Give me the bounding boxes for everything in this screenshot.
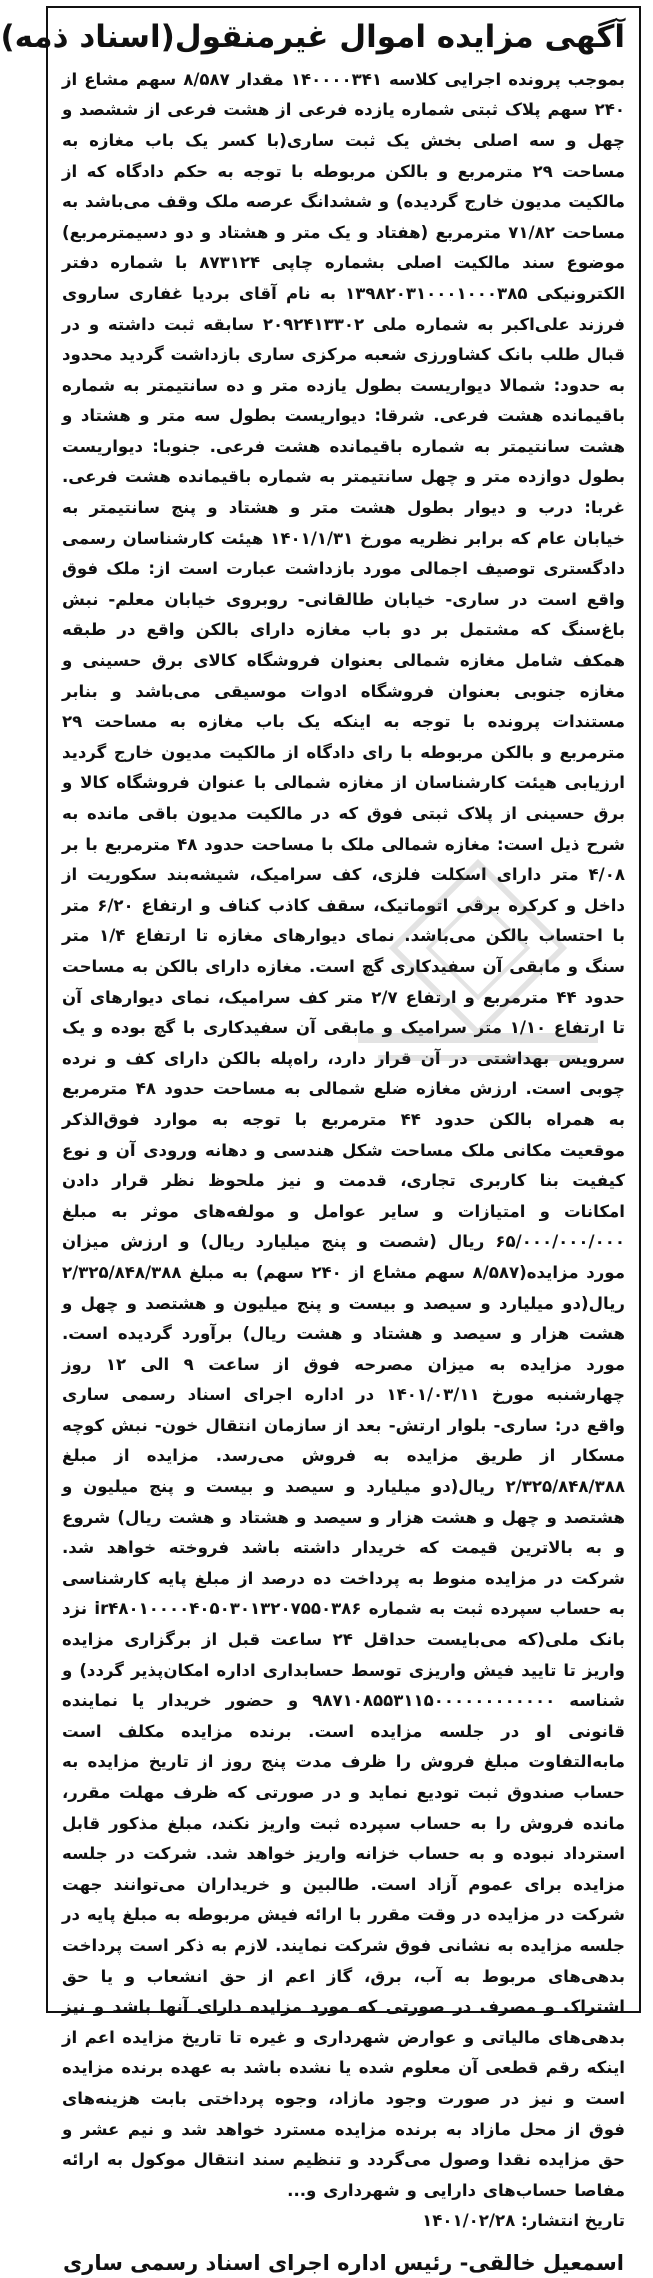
auction-notice <box>0 6 641 2276</box>
signature-line: اسمعیل خالقی- رئیس اداره اجرای اسناد رسمی ساری <box>62 2251 624 2276</box>
notice-body: بموجب پرونده اجرایی کلاسه ۱۴۰۰۰۰۳۴۱ مقدار ۸/۵۸۷ سهم مشاع از ۲۴۰ سهم پلاک ثبتی شماره یازده فرعی از هشت فرعی از ششصد و چهل و سه اصلی بخش یک ثبت ساری(با کسر یک باب مغازه به مساحت ۲۹ مترمربع و بالکن مربوطه با توجه به حکم دادگاه که از مالکیت مدیون خارج گردیده) و ششدانگ عرصه ملک وقف می‌باشد به مساحت ۷۱/۸۲ مترمربع (هفتاد و یک متر و هشتاد و دو دسیمترمربع) موضوع سند مالکیت اصلی بشماره چاپی ۸۷۳۱۲۴ با شماره دفتر الکترونیکی ۱۳۹۸۲۰۳۱۰۰۰۱۰۰۰۳۸۵ به نام آقای بردیا غفاری ساروی فرزند علی‌اکبر به شماره ملی ۲۰۹۲۴۱۳۳۰۲ سابقه ثبت داشته و در قبال طلب بانک کشاورزی شعبه مرکزی ساری بازداشت گردید محدود به حدود: شمالا دیواریست بطول یازده متر و ده سانتیمتر به شماره باقیمانده هشت فرعی. شرقا: دیواریست بطول سه متر و هشتاد و هشت سانتیمتر به شماره باقیمانده هشت فرعی. جنوبا: دیواریست بطول دوازده متر و چهل سانتیمتر به شماره باقیمانده هشت فرعی. غربا: درب و دیوار بطول هشت متر و هشتاد و پنج سانتیمتر به خیابان عام که برابر نظریه مورخ ۱۴۰۱/۱/۳۱ هیئت کارشناسان رسمی دادگستری توصیف اجمالی مورد بازداشت عبارت است از: ملک فوق واقع است در ساری- خیابان طالقانی- روبروی خیابان معلم- نبش باغ‌سنگ که مشتمل بر دو باب مغازه دارای بالکن واقع در طبقه همکف شامل مغازه شمالی بعنوان فروشگاه کالای برق حسینی و مغازه جنوبی بعنوان فروشگاه ادوات موسیقی می‌باشد و بنابر مستندات پرونده با توجه به اینکه یک باب مغازه به مساحت ۲۹ مترمربع و بالکن مربوطه با رای دادگاه از مالکیت مدیون خارج گردید ارزیابی هیئت کارشناسان از مغازه شمالی با عنوان فروشگاه کالا و برق حسینی از پلاک ثبتی فوق که در مالکیت مدیون باقی مانده به شرح ذیل است: مغازه شمالی ملک با مساحت حدود ۴۸ مترمربع با بر ۴/۰۸ متر دارای اسکلت فلزی، کف سرامیک، شیشه‌بند سکوریت از داخل و کرکره برقی اتوماتیک، سقف کاذب کناف و ارتفاع ۶/۲۰ متر با احتساب بالکن می‌باشد. نمای دیوارهای مغازه تا ارتفاع ۱/۴ متر سنگ و مابقی آن سفیدکاری گچ است. مغازه دارای بالکن به مساحت حدود ۴۴ مترمربع و ارتفاع ۲/۷ متر کف سرامیک، نمای دیوارهای آن تا ارتفاع ۱/۱۰ متر سرامیک و مابقی آن سفیدکاری با گچ بوده و یک سرویس بهداشتی در آن قرار دارد، راه‌پله بالکن دارای کف و نرده چوبی است. ارزش مغازه ضلع شمالی به مساحت حدود ۴۸ مترمربع به همراه بالکن حدود ۴۴ مترمربع با توجه به موارد فوق‌الذکر موقعیت مکانی ملک مساحت شکل هندسی و دهانه ورودی آن و نوع کیفیت بنا کاربری تجاری، قدمت و نیز ملحوظ نظر قرار دادن امکانات و امتیازات و سایر عوامل و مولفه‌های موثر به مبلغ ۶۵/۰۰۰/۰۰۰/۰۰۰ ریال (شصت و پنج میلیارد ریال) و ارزش میزان مورد مزایده(۸/۵۸۷ سهم مشاع از ۲۴۰ سهم) به مبلغ ۲/۳۲۵/۸۴۸/۳۸۸ ریال(دو میلیارد و سیصد و بیست و پنج میلیون و هشتصد و چهل و هشت هزار و سیصد و هشتاد و هشت ریال) برآورد گردیده است. مورد مزایده به میزان مصرحه فوق از ساعت ۹ الی ۱۲ روز چهارشنبه مورخ ۱۴۰۱/۰۳/۱۱ در اداره اجرای اسناد رسمی ساری واقع در: ساری- بلوار ارتش- بعد از سازمان انتقال خون- نبش کوچه مسکار از طریق مزایده به فروش می‌رسد. مزایده از مبلغ ۲/۳۲۵/۸۴۸/۳۸۸ ریال(دو میلیارد و سیصد و بیست و پنج میلیون و هشتصد و چهل و هشت هزار و سیصد و هشتاد و هشت ریال) شروع و به بالاترین قیمت که خریدار داشته باشد فروخته خواهد شد. شرکت در مزایده منوط به پرداخت ده درصد از مبلغ پایه کارشناسی به حساب سپرده ثبت به شماره ir۴۸۰۱۰۰۰۰۴۰۵۰۳۰۱۳۲۰۷۵۵۰۳۸۶ نزد بانک ملی(که می‌بایست حداقل ۲۴ ساعت قبل از برگزاری مزایده واریز تا تایید فیش واریزی توسط حسابداری اداره امکان‌پذیر گردد) و شناسه ۹۸۷۱۰۸۵۵۳۱۱۵۰۰۰۰۰۰۰۰۰۰۰۰ و حضور خریدار یا نماینده قانونی او در جلسه مزایده است. برنده مزایده مکلف است مابه‌التفاوت مبلغ فروش را ظرف مدت پنج روز از تاریخ مزایده به حساب صندوق ثبت تودیع نماید و در صورتی که ظرف مهلت مقرر، مانده فروش را به حساب سپرده ثبت واریز نکند، مبلغ مذکور قابل استرداد نبوده و به حساب خزانه واریز خواهد شد. شرکت در جلسه مزایده برای عموم آزاد است. طالبین و خریداران می‌توانند جهت شرکت در مزایده در وقت مقرر با ارائه فیش مربوطه به مبلغ پایه در جلسه مزایده به نشانی فوق شرکت نمایند. لازم به ذکر است پرداخت بدهی‌های مربوط به آب، برق، گاز اعم از حق انشعاب و یا حق اشتراک و مصرف در صورتی که مورد مزایده دارای آنها باشد و نیز بدهی‌های مالیاتی و عوارض شهرداری و غیره تا تاریخ مزایده اعم از اینکه رقم قطعی آن معلوم شده یا نشده باشد به عهده برنده مزایده است و نیز در صورت وجود مازاد، وجوه پرداختی بابت هزینه‌های فوق از محل مازاد به برنده مزایده مسترد خواهد شد و نیم عشر و حق مزایده نقدا وصول می‌گردد و تنظیم سند انتقال موکول به ارائه مفاصا حساب‌های دارایی و شهرداری و... <box>61 69 626 2200</box>
publication-date: تاریخ انتشار: ۱۴۰۱/۰۲/۲۸ <box>422 2211 625 2231</box>
notice-title: آگهی مزایده اموال غیرمنقول(اسناد ذمه) <box>0 19 625 55</box>
